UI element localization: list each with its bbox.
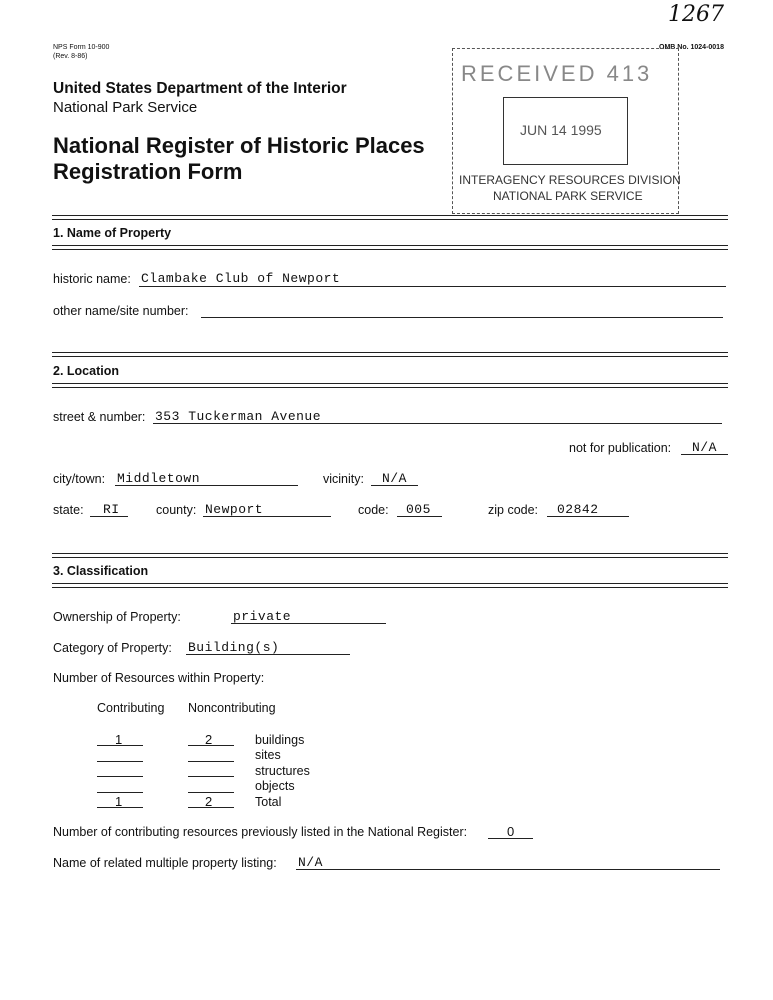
section-rule [52, 249, 728, 250]
section-1-heading: 1. Name of Property [53, 226, 172, 240]
county-line [203, 516, 331, 517]
form-revision: (Rev. 8-86) [53, 53, 88, 60]
street-line [153, 423, 722, 424]
not-for-publication-line [681, 454, 728, 455]
noncontributing-line [188, 776, 234, 777]
contributing-line [97, 745, 143, 746]
previously-listed-line [488, 838, 533, 839]
multiple-property-value: N/A [298, 855, 323, 870]
service-name: National Park Service [53, 99, 198, 116]
contributing-line [97, 761, 143, 762]
resources-label: Number of Resources within Property: [53, 671, 265, 685]
stamp-service: NATIONAL PARK SERVICE [493, 189, 643, 203]
street-label: street & number: [53, 410, 146, 424]
previously-listed-value: 0 [507, 824, 515, 839]
street-value: 353 Tuckerman Avenue [155, 409, 322, 424]
city-line [115, 485, 298, 486]
stamp-division: INTERAGENCY RESOURCES DIVISION [459, 173, 681, 187]
noncontributing-count: 2 [205, 732, 213, 747]
section-3-heading: 3. Classification [53, 564, 149, 578]
contributing-line [97, 807, 143, 808]
vicinity-line [371, 485, 418, 486]
other-name-label: other name/site number: [53, 304, 189, 318]
zip-line [547, 516, 629, 517]
section-rule [52, 583, 728, 584]
noncontributing-line [188, 745, 234, 746]
other-name-line [201, 317, 723, 318]
section-rule [52, 219, 728, 220]
noncontributing-line [188, 761, 234, 762]
section-rule [52, 557, 728, 558]
section-rule [52, 383, 728, 384]
received-stamp [452, 48, 679, 214]
vicinity-label: vicinity: [323, 472, 364, 486]
zip-label: zip code: [488, 503, 539, 517]
section-rule [52, 352, 728, 353]
section-rule [52, 215, 728, 216]
section-rule [52, 387, 728, 388]
stamp-date: JUN 14 1995 [520, 122, 602, 138]
category-line [186, 654, 350, 655]
code-value: 005 [406, 502, 431, 517]
not-for-publication-label: not for publication: [569, 441, 672, 455]
noncontributing-count: 2 [205, 794, 213, 809]
vicinity-value: N/A [382, 471, 407, 486]
multiple-property-label: Name of related multiple property listing: [53, 856, 277, 870]
contributing-count: 1 [115, 732, 123, 747]
state-line [90, 516, 128, 517]
previously-listed-label: Number of contributing resources previously listed in the National Register: [53, 825, 468, 839]
code-label: code: [358, 503, 389, 517]
ownership-line [231, 623, 386, 624]
form-title-line2: Registration Form [53, 159, 243, 184]
noncontributing-column-header: Noncontributing [188, 701, 276, 715]
noncontributing-line [188, 792, 234, 793]
state-value: RI [103, 502, 120, 517]
stamp-date-box [503, 97, 628, 165]
historic-name-line [139, 286, 726, 287]
contributing-count: 1 [115, 794, 123, 809]
city-value: Middletown [117, 471, 201, 486]
section-2-heading: 2. Location [53, 364, 119, 378]
department-name: United States Department of the Interior [53, 80, 347, 97]
city-label: city/town: [53, 472, 106, 486]
section-rule [52, 356, 728, 357]
code-line [397, 516, 442, 517]
multiple-property-line [296, 869, 720, 870]
resource-type: Total [255, 795, 282, 809]
resource-type: objects [255, 779, 295, 793]
category-value: Building(s) [188, 640, 280, 655]
contributing-line [97, 792, 143, 793]
section-rule [52, 245, 728, 246]
resource-type: structures [255, 764, 310, 778]
form-number: NPS Form 10-900 [53, 44, 110, 51]
contributing-line [97, 776, 143, 777]
resource-type: sites [255, 748, 281, 762]
omb-number: OMB No. 1024-0018 [659, 44, 724, 51]
category-label: Category of Property: [53, 641, 172, 655]
resource-type: buildings [255, 733, 305, 747]
state-label: state: [53, 503, 84, 517]
form-title-line1: National Register of Historic Places [53, 133, 425, 158]
handwritten-number: 1267 [668, 2, 724, 27]
stamp-received-text: RECEIVED 413 [461, 61, 653, 86]
county-value: Newport [205, 502, 264, 517]
contributing-column-header: Contributing [97, 701, 165, 715]
not-for-publication-value: N/A [692, 440, 717, 455]
section-rule [52, 553, 728, 554]
county-label: county: [156, 503, 197, 517]
zip-value: 02842 [557, 502, 599, 517]
historic-name-value: Clambake Club of Newport [141, 271, 341, 286]
noncontributing-line [188, 807, 234, 808]
ownership-value: private [233, 609, 292, 624]
section-rule [52, 587, 728, 588]
ownership-label: Ownership of Property: [53, 610, 181, 624]
historic-name-label: historic name: [53, 272, 131, 286]
